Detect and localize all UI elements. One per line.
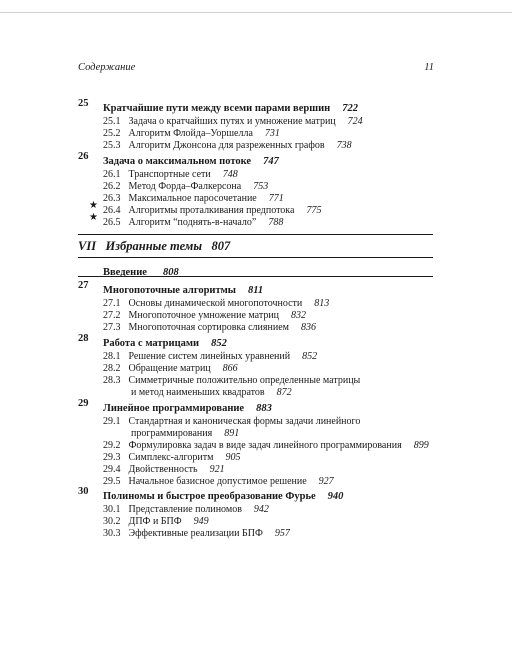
- part-7-title: Избранные темы: [105, 239, 203, 253]
- section-25-2-page: 731: [264, 128, 280, 139]
- section-30-1-number: 30.1: [103, 504, 121, 515]
- chapter-29-title: Линейное программирование: [103, 403, 245, 414]
- section-30-1-title: Представление полиномов: [128, 504, 242, 515]
- chapter-28-title: Работа с матрицами: [103, 338, 200, 349]
- chapter-30-title: Полиномы и быстрое преобразование Фурье: [103, 491, 316, 502]
- chapter-28-page: 852: [211, 338, 227, 349]
- section-26-3-page: 771: [268, 193, 284, 204]
- section-28-2-title: Обращение матриц: [128, 363, 211, 374]
- section-27-1-number: 27.1: [103, 298, 121, 309]
- section-25-3[interactable]: [103, 136, 352, 152]
- header-title: Содержание: [78, 62, 136, 73]
- section-29-2-page: 899: [413, 440, 429, 451]
- section-29-5[interactable]: [103, 472, 334, 488]
- part-bottom-rule: [78, 257, 433, 258]
- part-7-number: VII: [78, 239, 97, 253]
- chapter-27-number: 27: [78, 280, 89, 291]
- section-25-3-number: 25.3: [103, 140, 121, 151]
- chapter-25-page: 722: [342, 103, 358, 114]
- section-28-3-title-line1: Симметричные положительно определенные матрицы: [128, 375, 361, 386]
- section-28-2-number: 28.2: [103, 363, 121, 374]
- section-26-4-number: 26.4: [103, 205, 121, 216]
- section-25-3-title: Алгоритм Джонсона для разреженных графов: [128, 140, 325, 151]
- section-26-2-number: 26.2: [103, 181, 121, 192]
- chapter-25-title: Кратчайшие пути между всеми парами вершин: [103, 103, 331, 114]
- section-30-2-number: 30.2: [103, 516, 121, 527]
- section-29-4-title: Двойственность: [128, 464, 198, 475]
- section-29-5-number: 29.5: [103, 476, 121, 487]
- intro-page: 808: [162, 267, 179, 278]
- part-7-page: 807: [211, 239, 231, 253]
- section-29-1-number: 29.1: [103, 416, 121, 427]
- section-30-2-title: ДПФ и БПФ: [128, 516, 182, 527]
- chapter-30-page: 940: [327, 491, 344, 502]
- section-26-5-title: Алгоритм “поднять-в-начало”: [128, 217, 257, 228]
- chapter-26-number: 26: [78, 151, 89, 162]
- section-26-1-page: 748: [222, 169, 238, 180]
- section-28-1-page: 852: [302, 351, 318, 362]
- chapter-26-title: Задача о максимальном потоке: [103, 156, 252, 167]
- header-page-number: 11: [424, 62, 434, 73]
- section-26-1-title: Транспортные сети: [128, 169, 211, 180]
- section-28-3-number: 28.3: [103, 375, 121, 386]
- section-27-2-page: 832: [291, 310, 307, 321]
- section-26-5-page: 788: [268, 217, 284, 228]
- section-28-1-title: Решение систем линейных уравнений: [128, 351, 291, 362]
- intro-rule: [78, 276, 433, 277]
- chapter-30-number: 30: [78, 486, 89, 497]
- section-27-1-title: Основы динамической многопоточности: [128, 298, 303, 309]
- section-29-5-title: Начальное базисное допустимое решение: [128, 476, 307, 487]
- section-28-3-title-line2: и метод наименьших квадратов: [131, 387, 265, 398]
- part-7-entry[interactable]: [78, 240, 230, 253]
- section-29-2-number: 29.2: [103, 440, 121, 451]
- section-26-4-page: 775: [306, 205, 322, 216]
- section-29-3-page: 905: [225, 452, 241, 463]
- section-26-2-page: 753: [253, 181, 269, 192]
- section-29-5-page: 927: [318, 476, 334, 487]
- section-29-4-page: 921: [209, 464, 225, 475]
- section-26-2-title: Метод Форда–Фалкерсона: [128, 181, 242, 192]
- section-27-3-number: 27.3: [103, 322, 121, 333]
- section-28-2-page: 866: [222, 363, 238, 374]
- section-30-3-page: 957: [274, 528, 290, 539]
- chapter-28-number: 28: [78, 333, 89, 344]
- section-27-3-title: Многопоточная сортировка слиянием: [128, 322, 289, 333]
- section-26-3-title: Максимальное паросочетание: [128, 193, 257, 204]
- section-25-3-page: 738: [336, 140, 352, 151]
- section-26-5-number: 26.5: [103, 217, 121, 228]
- section-26-4-title: Алгоритмы проталкивания предпотока: [128, 205, 295, 216]
- section-25-1-number: 25.1: [103, 116, 121, 127]
- page-top-edge: [0, 0, 512, 13]
- section-30-1-page: 942: [253, 504, 269, 515]
- chapter-29-number: 29: [78, 398, 89, 409]
- section-29-1-title-line2: программирования: [131, 428, 213, 439]
- section-30-3[interactable]: [103, 524, 290, 540]
- section-30-3-number: 30.3: [103, 528, 121, 539]
- section-29-1-page: 891: [224, 428, 240, 439]
- part-top-rule: [78, 234, 433, 235]
- chapter-25-number: 25: [78, 98, 89, 109]
- section-29-2-title: Формулировка задач в виде задач линейного программирования: [128, 440, 402, 451]
- section-30-3-title: Эффективные реализации БПФ: [128, 528, 263, 539]
- section-27-2-title: Многопоточное умножение матриц: [128, 310, 280, 321]
- section-27-3-page: 836: [300, 322, 316, 333]
- section-29-4-number: 29.4: [103, 464, 121, 475]
- section-30-2-page: 949: [193, 516, 209, 527]
- section-25-1-title: Задача о кратчайших путях и умножение матриц: [128, 116, 336, 127]
- chapter-26-page: 747: [263, 156, 279, 167]
- section-26-5[interactable]: [103, 213, 283, 229]
- intro-title: Введение: [103, 267, 147, 278]
- section-25-1-page: 724: [347, 116, 363, 127]
- star-marker-26-4: ★: [89, 200, 98, 211]
- section-26-3-number: 26.3: [103, 193, 121, 204]
- chapter-29-page: 883: [256, 403, 272, 414]
- section-27-1-page: 813: [314, 298, 330, 309]
- section-28-3-cont[interactable]: [131, 383, 292, 399]
- section-28-1-number: 28.1: [103, 351, 121, 362]
- section-29-3-title: Симплекс-алгоритм: [128, 452, 214, 463]
- section-25-2-title: Алгоритм Флойда–Уоршелла: [128, 128, 253, 139]
- section-26-1-number: 26.1: [103, 169, 121, 180]
- section-25-2-number: 25.2: [103, 128, 121, 139]
- section-27-2-number: 27.2: [103, 310, 121, 321]
- chapter-27-page: 811: [247, 285, 264, 296]
- section-27-3[interactable]: [103, 318, 316, 334]
- section-28-3-page: 872: [276, 387, 292, 398]
- running-header: [78, 62, 434, 73]
- chapter-27-title: Многопоточные алгоритмы: [103, 285, 236, 296]
- section-29-1-title-line1: Стандартная и каноническая формы задачи линейного: [128, 416, 361, 427]
- star-marker-26-5: ★: [89, 212, 98, 223]
- section-29-3-number: 29.3: [103, 452, 121, 463]
